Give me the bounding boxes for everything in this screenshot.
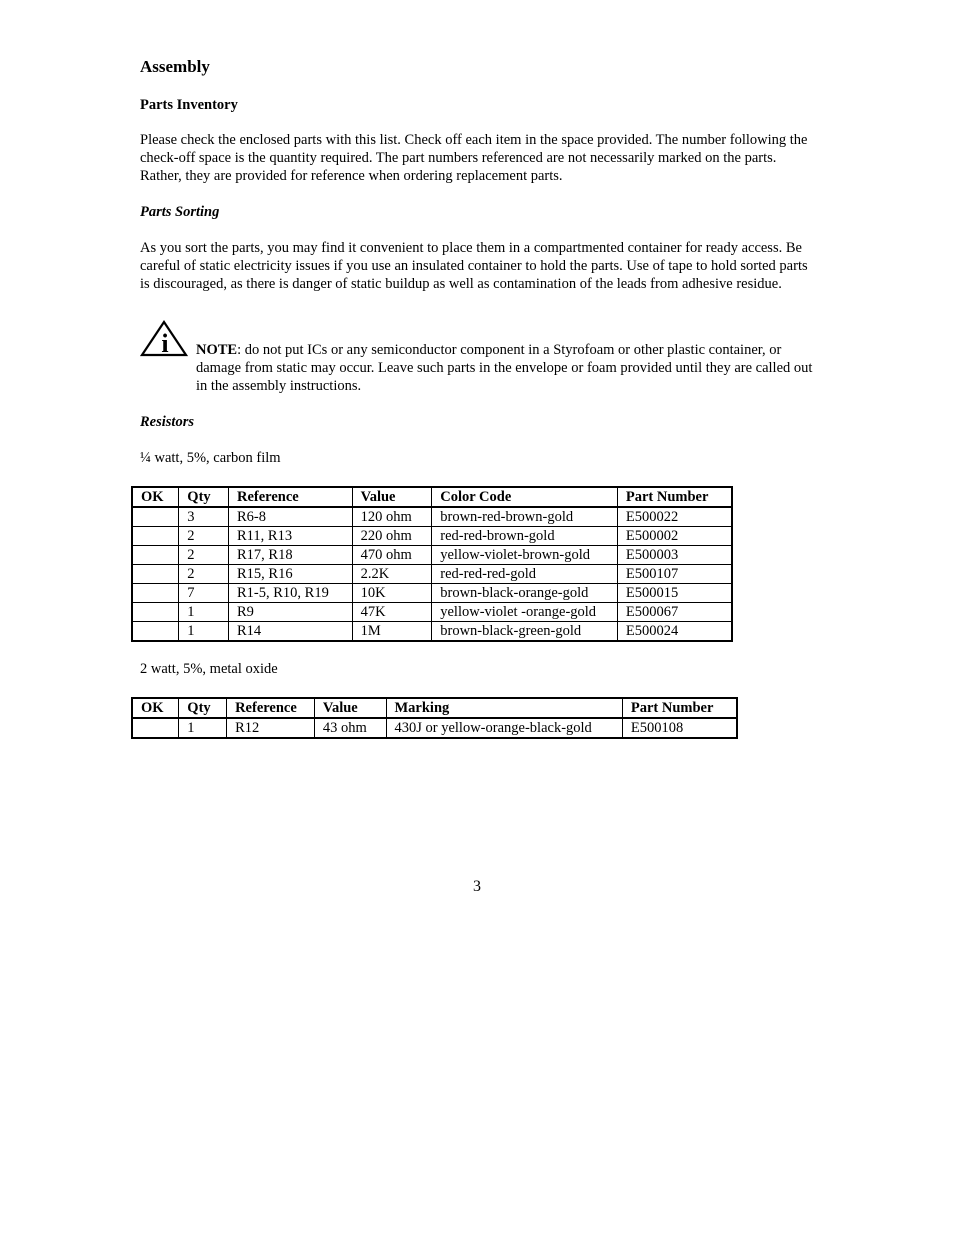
- qty-cell: 7: [179, 584, 229, 603]
- col-part-number: Part Number: [622, 698, 737, 718]
- reference-cell: R17, R18: [229, 546, 353, 565]
- color-code-cell: yellow-violet-brown-gold: [432, 546, 618, 565]
- col-ok: OK: [132, 698, 179, 718]
- table-row: [132, 718, 737, 738]
- table-row: [132, 603, 732, 622]
- svg-text:i: i: [161, 329, 169, 358]
- qty-cell: 2: [179, 565, 229, 584]
- qty-cell: 3: [179, 507, 229, 527]
- reference-cell: R9: [229, 603, 353, 622]
- qty-cell: 2: [179, 527, 229, 546]
- resistors-title: Resistors: [140, 414, 194, 430]
- value-cell: 120 ohm: [352, 507, 432, 527]
- value-cell: 220 ohm: [352, 527, 432, 546]
- ok-checkbox-cell[interactable]: [132, 603, 179, 622]
- col-qty: Qty: [179, 698, 227, 718]
- ok-checkbox-cell[interactable]: [132, 565, 179, 584]
- qty-cell: 1: [179, 622, 229, 642]
- col-ok: OK: [132, 487, 179, 507]
- value-cell: 10K: [352, 584, 432, 603]
- note-block: [196, 341, 816, 395]
- table-row: [132, 546, 732, 565]
- part-number-cell: E500024: [617, 622, 732, 642]
- parts-inventory-text: Please check the enclosed parts with this list. Check off each item in the space provided. The number following the check-off space is the quantity required. The part numbers referenced are not necessarily marked on the parts. Rather, they are provided for reference when ordering replacement parts.: [140, 132, 808, 184]
- note-text: : do not put ICs or any semiconductor component in a Styrofoam or other plastic container, or damage from static may occur. Leave such parts in the envelope or foam provided until they are called out in the assembly instructions.: [196, 342, 813, 394]
- table-header-row: [132, 698, 737, 718]
- carbon-film-caption: ¼ watt, 5%, carbon film: [140, 450, 281, 466]
- value-cell: 470 ohm: [352, 546, 432, 565]
- col-color-code: Color Code: [432, 487, 618, 507]
- ok-checkbox-cell[interactable]: [132, 584, 179, 603]
- col-qty: Qty: [179, 487, 229, 507]
- info-warning-icon: [140, 320, 188, 358]
- part-number-cell: E500002: [617, 527, 732, 546]
- marking-cell: 430J or yellow-orange-black-gold: [386, 718, 622, 738]
- qty-cell: 1: [179, 718, 227, 738]
- table-row: [132, 584, 732, 603]
- parts-sorting-title: Parts Sorting: [140, 204, 220, 220]
- color-code-cell: red-red-brown-gold: [432, 527, 618, 546]
- color-code-cell: brown-red-brown-gold: [432, 507, 618, 527]
- reference-cell: R12: [227, 718, 315, 738]
- reference-cell: R1-5, R10, R19: [229, 584, 353, 603]
- parts-sorting-text: As you sort the parts, you may find it convenient to place them in a compartmented container for ready access. Be careful of static electricity issues if you use an insulated container to hold the parts. Use of tape to hold sorted parts is discouraged, as there is danger of static buildup as well as contamination of the leads from adhesive residue.: [140, 240, 808, 292]
- carbon-film-resistor-table: [131, 486, 733, 642]
- ok-checkbox-cell[interactable]: [132, 546, 179, 565]
- ok-checkbox-cell[interactable]: [132, 622, 179, 642]
- value-cell: 43 ohm: [314, 718, 386, 738]
- ok-checkbox-cell[interactable]: [132, 527, 179, 546]
- value-cell: 47K: [352, 603, 432, 622]
- color-code-cell: brown-black-green-gold: [432, 622, 618, 642]
- value-cell: 1M: [352, 622, 432, 642]
- col-value: Value: [314, 698, 386, 718]
- part-number-cell: E500015: [617, 584, 732, 603]
- color-code-cell: red-red-red-gold: [432, 565, 618, 584]
- color-code-cell: yellow-violet -orange-gold: [432, 603, 618, 622]
- qty-cell: 1: [179, 603, 229, 622]
- note-label: NOTE: [196, 342, 238, 358]
- col-value: Value: [352, 487, 432, 507]
- col-marking: Marking: [386, 698, 622, 718]
- parts-inventory-title: Parts Inventory: [140, 97, 238, 113]
- col-reference: Reference: [229, 487, 353, 507]
- color-code-cell: brown-black-orange-gold: [432, 584, 618, 603]
- metal-oxide-resistor-table: [131, 697, 738, 739]
- reference-cell: R14: [229, 622, 353, 642]
- table-row: [132, 527, 732, 546]
- qty-cell: 2: [179, 546, 229, 565]
- table-header-row: [132, 487, 732, 507]
- col-part-number: Part Number: [617, 487, 732, 507]
- ok-checkbox-cell[interactable]: [132, 507, 179, 527]
- page-number: 3: [473, 878, 481, 895]
- part-number-cell: E500003: [617, 546, 732, 565]
- table-row: [132, 565, 732, 584]
- reference-cell: R11, R13: [229, 527, 353, 546]
- value-cell: 2.2K: [352, 565, 432, 584]
- reference-cell: R6-8: [229, 507, 353, 527]
- table-row: [132, 507, 732, 527]
- ok-checkbox-cell[interactable]: [132, 718, 179, 738]
- part-number-cell: E500022: [617, 507, 732, 527]
- metal-oxide-caption: 2 watt, 5%, metal oxide: [140, 661, 278, 677]
- col-reference: Reference: [227, 698, 315, 718]
- part-number-cell: E500108: [622, 718, 737, 738]
- part-number-cell: E500107: [617, 565, 732, 584]
- part-number-cell: E500067: [617, 603, 732, 622]
- reference-cell: R15, R16: [229, 565, 353, 584]
- table-row: [132, 622, 732, 642]
- page-heading: Assembly: [140, 57, 210, 76]
